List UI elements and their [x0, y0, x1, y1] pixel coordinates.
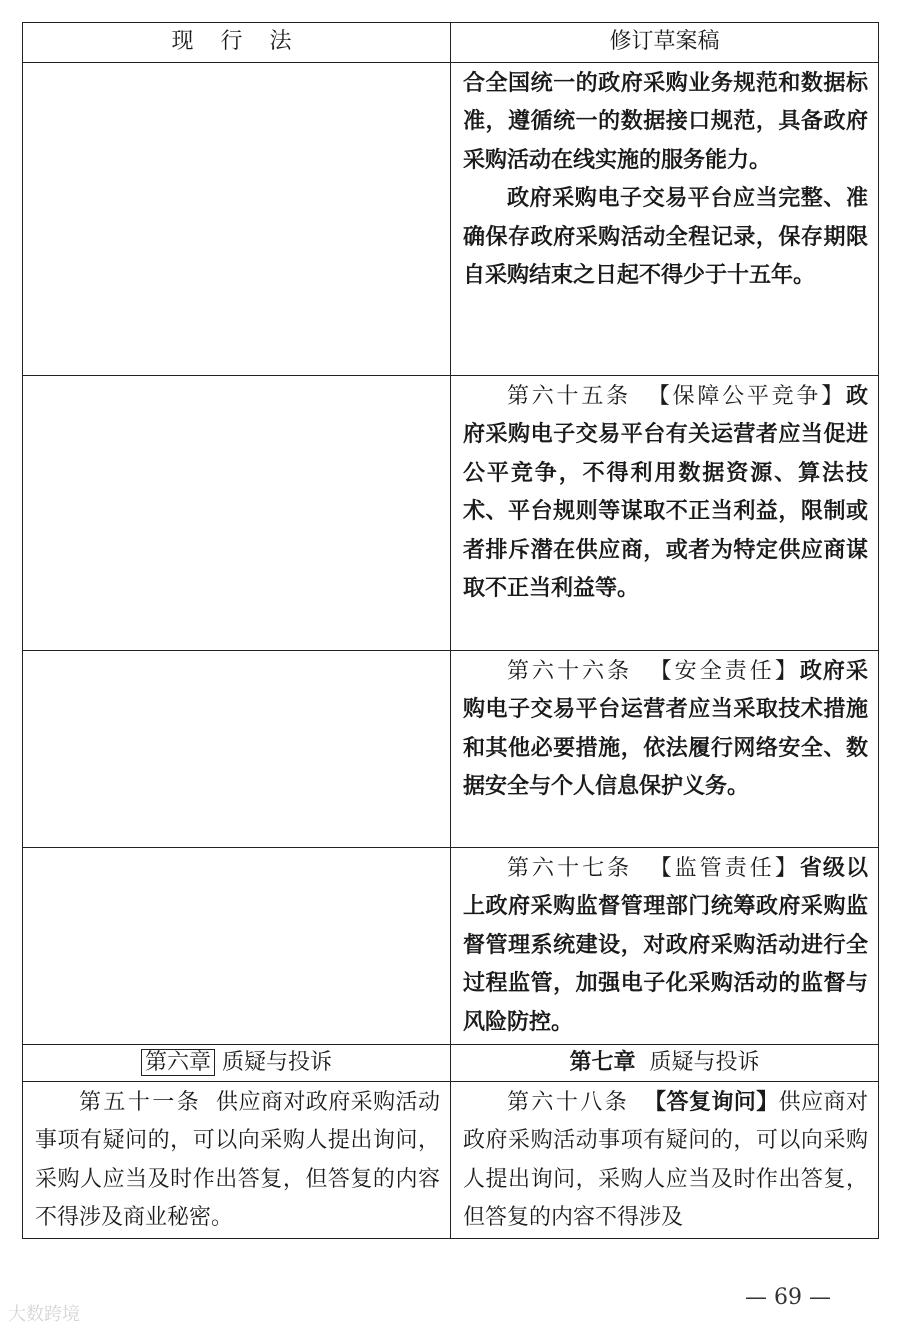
draft-cell — [451, 1081, 879, 1238]
article-number: 第六十八条 — [507, 1089, 630, 1115]
article-number: 第六十七条 — [507, 855, 633, 881]
chapter-number: 第七章 — [569, 1049, 636, 1075]
article-text: 供应商对政府采购活动事项有疑问的，可以向采购人提出询问，采购人应当及时作出答复，但答复的内容不得涉及商业秘密。 — [35, 1089, 440, 1230]
article-number: 第六十六条 — [507, 658, 633, 684]
chapter-row — [23, 1044, 879, 1081]
header-current-law: 现 行 法 — [23, 23, 451, 63]
draft-paragraph: 政府采购电子交易平台应当完整、准确保存政府采购活动全程记录，保存期限自采购结束之日起不得少于十五年。 — [463, 186, 868, 288]
chapter-heading-draft — [451, 1044, 879, 1081]
article-number: 第五十一条 — [79, 1089, 202, 1115]
header-draft-revision: 修订草案稿 — [451, 23, 879, 63]
table-row — [23, 650, 879, 847]
article-tag: 【监管责任】 — [649, 855, 800, 881]
current-law-cell — [23, 1081, 451, 1238]
current-law-cell-empty — [23, 847, 451, 1044]
table-row — [23, 62, 879, 375]
page-number: — 69 — — [745, 1285, 831, 1310]
draft-cell — [451, 62, 879, 375]
table-row — [23, 375, 879, 650]
table-row — [23, 1081, 879, 1238]
chapter-title: 质疑与投诉 — [222, 1049, 333, 1075]
article-number: 第六十五条 — [507, 383, 631, 409]
article-text: 政府采购电子交易平台运营者应当采取技术措施和其他必要措施，依法履行网络安全、数据安全与个人信息保护义务。 — [463, 658, 868, 799]
watermark: 大数跨境 — [8, 1304, 80, 1325]
current-law-cell-empty — [23, 650, 451, 847]
draft-cell — [451, 375, 879, 650]
current-law-cell-empty — [23, 62, 451, 375]
chapter-title: 质疑与投诉 — [649, 1049, 760, 1075]
chapter-heading-current — [23, 1044, 451, 1081]
draft-cell — [451, 847, 879, 1044]
chapter-number-box: 第六章 — [141, 1049, 215, 1076]
article-tag: 【安全责任】 — [649, 658, 800, 684]
table-header-row — [23, 23, 879, 63]
article-text: 供应商对政府采购活动事项有疑问的，可以向采购人提出询问，采购人应当及时作出答复，但答复的内容不得涉及 — [463, 1089, 868, 1230]
article-text: 省级以上政府采购监督管理部门统筹政府采购监督管理系统建设，对政府采购活动进行全过程监管，加强电子化采购活动的监督与风险防控。 — [463, 855, 868, 1035]
comparison-table — [22, 22, 879, 1239]
article-tag: 【答复询问】 — [644, 1089, 779, 1115]
draft-cell — [451, 650, 879, 847]
current-law-cell-empty — [23, 375, 451, 650]
article-tag: 【保障公平竞争】 — [647, 383, 846, 409]
table-row — [23, 847, 879, 1044]
article-text: 政府采购电子交易平台有关运营者应当促进公平竞争，不得利用数据资源、算法技术、平台规则等谋取不正当利益，限制或者排斥潜在供应商，或者为特定供应商谋取不正当利益等。 — [463, 383, 868, 601]
draft-paragraph: 合全国统一的政府采购业务规范和数据标准，遵循统一的数据接口规范，具备政府采购活动在线实施的服务能力。 — [463, 70, 868, 173]
